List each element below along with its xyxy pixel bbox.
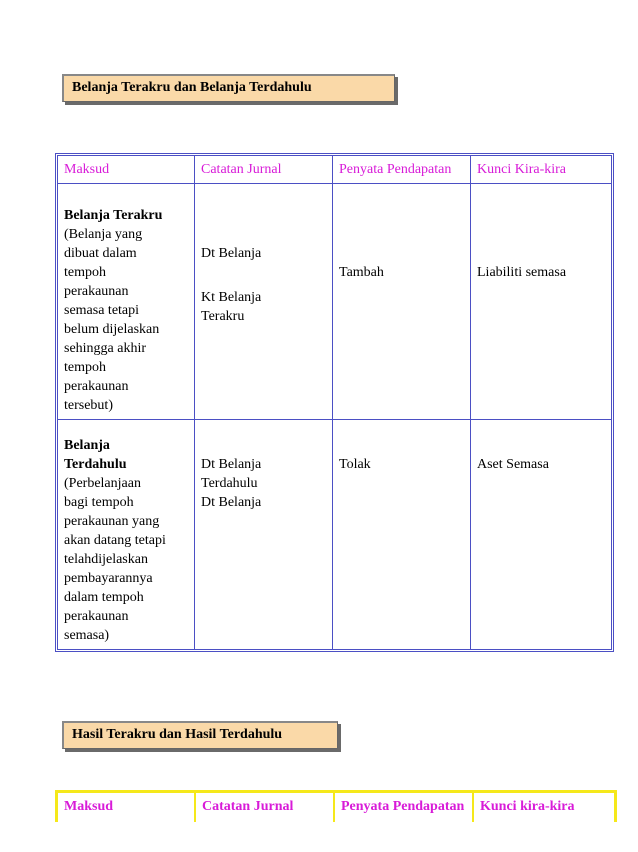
maksud-line: semasa tetapi (64, 303, 140, 318)
table-header-row (58, 793, 614, 822)
section-heading-belanja: Belanja Terakru dan Belanja Terdahulu (62, 74, 395, 102)
table-header-row (58, 156, 611, 184)
maksud-title: Belanja (64, 438, 110, 453)
maksud-line: tersebut) (64, 398, 113, 413)
catatan-line: Dt Belanja (201, 246, 262, 261)
header-catatan-jurnal: Catatan Jurnal (195, 156, 333, 184)
header-penyata-pendapatan: Penyata Pendapatan (335, 793, 474, 822)
catatan-jurnal-cell (195, 184, 333, 420)
catatan-jurnal-cell (195, 420, 333, 649)
penyata-cell (333, 184, 471, 420)
maksud-line: sehingga akhir (64, 341, 147, 356)
maksud-line: perakaunan (64, 379, 129, 394)
maksud-cell (58, 184, 195, 420)
header-maksud: Maksud (58, 156, 195, 184)
penyata-value: Tolak (339, 457, 371, 472)
belanja-table (55, 153, 614, 652)
maksud-cell (58, 420, 195, 649)
maksud-line: (Belanja yang (64, 227, 143, 242)
header-catatan-jurnal: Catatan Jurnal (196, 793, 335, 822)
section-heading-hasil: Hasil Terakru dan Hasil Terdahulu (62, 721, 338, 749)
maksud-title: Belanja Terakru (64, 208, 163, 223)
maksud-line: (Perbelanjaan (64, 476, 141, 491)
table-row (58, 420, 611, 649)
maksud-line: pembayarannya (64, 571, 153, 586)
maksud-line: perakaunan yang (64, 514, 160, 529)
catatan-line: Terdahulu (201, 476, 258, 491)
maksud-line: akan datang tetapi (64, 533, 166, 548)
maksud-title: Terdahulu (64, 457, 127, 472)
header-penyata-pendapatan: Penyata Pendapatan (333, 156, 471, 184)
penyata-value: Tambah (339, 265, 384, 280)
catatan-line: Dt Belanja (201, 457, 262, 472)
maksud-line: bagi tempoh (64, 495, 134, 510)
maksud-line: belum dijelaskan (64, 322, 160, 337)
table-row (58, 184, 611, 420)
header-kunci-kira-kira: Kunci kira-kira (480, 799, 575, 814)
hasil-table (55, 790, 617, 822)
penyata-cell (333, 420, 471, 649)
maksud-line: telahdijelaskan (64, 552, 148, 567)
catatan-line: Dt Belanja (201, 495, 262, 510)
maksud-line: dalam tempoh (64, 590, 144, 605)
maksud-line: perakaunan (64, 609, 129, 624)
header-maksud: Maksud (58, 793, 196, 822)
maksud-line: perakaunan (64, 284, 129, 299)
kunci-value: Liabiliti semasa (477, 265, 567, 280)
maksud-line: tempoh (64, 265, 106, 280)
maksud-line: dibuat dalam (64, 246, 137, 261)
catatan-line: Terakru (201, 309, 245, 324)
header-kunci-kira-kira: Kunci Kira-kira (471, 156, 611, 184)
maksud-line: semasa) (64, 628, 110, 643)
kunci-cell (471, 184, 611, 420)
kunci-value: Aset Semasa (477, 457, 549, 472)
maksud-line: tempoh (64, 360, 106, 375)
kunci-cell (471, 420, 611, 649)
catatan-line: Kt Belanja (201, 290, 262, 305)
